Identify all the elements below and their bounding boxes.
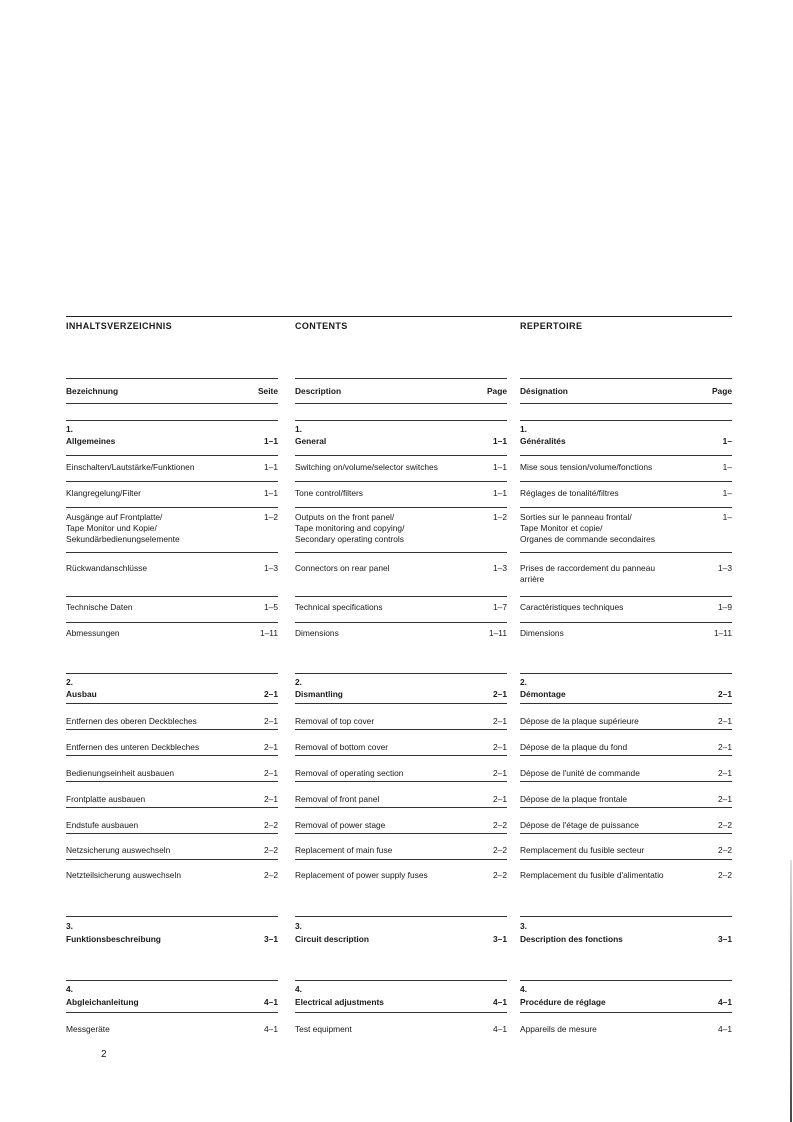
section-number: 2. bbox=[520, 677, 527, 687]
column-header-label: Description bbox=[295, 386, 342, 396]
item-rule bbox=[66, 781, 278, 782]
item-rule bbox=[66, 596, 278, 597]
toc-entry-page: 2–1 bbox=[264, 794, 278, 804]
section-title-page: 4–1 bbox=[493, 997, 507, 1007]
toc-entry-page: 1–3 bbox=[264, 563, 278, 573]
header-rule-bottom bbox=[295, 403, 507, 404]
section-title-page: 2–1 bbox=[264, 689, 278, 699]
item-rule bbox=[520, 833, 732, 834]
scan-edge bbox=[790, 860, 792, 1122]
item-rule bbox=[66, 481, 278, 482]
item-rule bbox=[66, 729, 278, 730]
toc-entry-page: 1–1 bbox=[264, 462, 278, 472]
toc-entry-page: 2–2 bbox=[264, 845, 278, 855]
toc-entry-page: 1–11 bbox=[488, 628, 507, 638]
column-header-page: Page bbox=[486, 386, 507, 396]
section-rule bbox=[520, 673, 732, 674]
column-header-label: Bezeichnung bbox=[66, 386, 119, 396]
section-number: 4. bbox=[295, 984, 302, 994]
section-title-label: Procédure de réglage bbox=[520, 997, 606, 1007]
header-rule-bottom bbox=[520, 403, 732, 404]
toc-entry-label: Removal of top cover bbox=[295, 716, 375, 726]
toc-entry-label: Dépose de la plaque du fond bbox=[520, 742, 628, 752]
item-rule bbox=[66, 755, 278, 756]
toc-entry-label: Remplacement du fusible secteur bbox=[520, 845, 645, 855]
section-rule bbox=[66, 980, 278, 981]
toc-entry-page: 1–11 bbox=[713, 628, 732, 638]
item-rule bbox=[295, 703, 507, 704]
section-title-label: Description des fonctions bbox=[520, 934, 623, 944]
section-rule bbox=[520, 420, 732, 421]
toc-entry-page: 2–2 bbox=[718, 845, 732, 855]
section-title-label: Circuit description bbox=[295, 934, 369, 944]
section-rule bbox=[520, 916, 732, 917]
toc-entry-label: Entfernen des oberen Deckbleches bbox=[66, 716, 197, 726]
page-number: 2 bbox=[101, 1049, 107, 1060]
toc-entry-label: Prises de raccordement du panneau arrière bbox=[520, 563, 656, 584]
section-number: 3. bbox=[520, 921, 527, 931]
column-title: INHALTSVERZEICHNIS bbox=[66, 321, 173, 331]
item-rule bbox=[520, 859, 732, 860]
toc-entry-page: 1–1 bbox=[493, 462, 507, 472]
toc-entry-label: Dépose de la plaque frontale bbox=[520, 794, 628, 804]
toc-entry-page: 4–1 bbox=[264, 1024, 278, 1034]
section-title-page: 2–1 bbox=[718, 689, 732, 699]
toc-entry-label: Netzsicherung auswechseln bbox=[66, 845, 171, 855]
toc-entry-page: 2–1 bbox=[264, 768, 278, 778]
section-number: 2. bbox=[66, 677, 73, 687]
toc-entry-page: 4–1 bbox=[493, 1024, 507, 1034]
item-rule bbox=[520, 781, 732, 782]
section-title-label: Abgleichanleitung bbox=[66, 997, 139, 1007]
toc-entry-page: 2–1 bbox=[718, 768, 732, 778]
toc-entry-label: Appareils de mesure bbox=[520, 1024, 597, 1034]
toc-entry-page: 1–2 bbox=[264, 512, 278, 522]
toc-entry-page: 2–1 bbox=[493, 742, 507, 752]
item-rule bbox=[295, 622, 507, 623]
toc-entry-label: Replacement of power supply fuses bbox=[295, 870, 428, 880]
toc-entry-label: Einschalten/Lautstärke/Funktionen bbox=[66, 462, 195, 472]
item-rule bbox=[520, 1012, 732, 1013]
item-rule bbox=[66, 703, 278, 704]
section-rule bbox=[66, 916, 278, 917]
toc-entry-page: 2–1 bbox=[493, 794, 507, 804]
toc-entry-page: 2–2 bbox=[493, 820, 507, 830]
item-rule bbox=[520, 552, 732, 553]
item-rule bbox=[295, 596, 507, 597]
toc-entry-page: 2–2 bbox=[264, 870, 278, 880]
item-rule bbox=[295, 859, 507, 860]
toc-entry-page: 1– bbox=[722, 488, 732, 498]
item-rule bbox=[66, 552, 278, 553]
section-title-page: 4–1 bbox=[264, 997, 278, 1007]
toc-entry-label: Abmessungen bbox=[66, 628, 120, 638]
section-rule bbox=[520, 980, 732, 981]
section-rule bbox=[295, 980, 507, 981]
toc-entry-label: Caractéristiques techniques bbox=[520, 602, 624, 612]
column-header-page: Page bbox=[711, 386, 732, 396]
section-title-page: 1–1 bbox=[264, 436, 278, 446]
toc-entry-page: 2–1 bbox=[493, 768, 507, 778]
toc-entry-label: Rückwandanschlüsse bbox=[66, 563, 148, 573]
item-rule bbox=[295, 755, 507, 756]
toc-entry-page: 2–2 bbox=[718, 870, 732, 880]
item-rule bbox=[66, 833, 278, 834]
toc-entry-label: Dépose de l'étage de puissance bbox=[520, 820, 639, 830]
item-rule bbox=[295, 552, 507, 553]
toc-entry-page: 1– bbox=[722, 512, 732, 522]
toc-entry-label: Removal of operating section bbox=[295, 768, 404, 778]
toc-entry-label: Endstufe ausbauen bbox=[66, 820, 139, 830]
toc-entry-label: Bedienungseinheit ausbauen bbox=[66, 768, 175, 778]
item-rule bbox=[520, 622, 732, 623]
item-rule bbox=[66, 622, 278, 623]
section-number: 1. bbox=[66, 424, 73, 434]
item-rule bbox=[520, 481, 732, 482]
section-title-label: Dismantling bbox=[295, 689, 343, 699]
toc-entry-label: Netzteilsicherung auswechseln bbox=[66, 870, 181, 880]
toc-entry-page: 1–1 bbox=[264, 488, 278, 498]
toc-entry-label: Klangregelung/Filter bbox=[66, 488, 141, 498]
item-rule bbox=[66, 807, 278, 808]
toc-entry-page: 1– bbox=[722, 462, 732, 472]
section-rule bbox=[295, 420, 507, 421]
section-number: 4. bbox=[520, 984, 527, 994]
section-title-label: Démontage bbox=[520, 689, 566, 699]
header-rule bbox=[520, 378, 732, 379]
item-rule bbox=[295, 455, 507, 456]
section-title-page: 3–1 bbox=[264, 934, 278, 944]
toc-entry-page: 2–1 bbox=[718, 794, 732, 804]
item-rule bbox=[295, 507, 507, 508]
item-rule bbox=[520, 703, 732, 704]
item-rule bbox=[295, 481, 507, 482]
item-rule bbox=[295, 781, 507, 782]
section-rule bbox=[295, 916, 507, 917]
item-rule bbox=[520, 507, 732, 508]
toc-entry-label: Technische Daten bbox=[66, 602, 133, 612]
item-rule bbox=[520, 729, 732, 730]
column-header-page: Seite bbox=[257, 386, 278, 396]
section-title-page: 4–1 bbox=[718, 997, 732, 1007]
toc-entry-label: Switching on/volume/selector switches bbox=[295, 462, 438, 472]
section-rule bbox=[295, 673, 507, 674]
toc-entry-label: Dimensions bbox=[520, 628, 564, 638]
toc-entry-page: 1–11 bbox=[259, 628, 278, 638]
item-rule bbox=[66, 455, 278, 456]
toc-entry-page: 1–3 bbox=[718, 563, 732, 573]
section-title-label: Ausbau bbox=[66, 689, 97, 699]
section-number: 2. bbox=[295, 677, 302, 687]
item-rule bbox=[295, 807, 507, 808]
toc-entry-label: Réglages de tonalité/filtres bbox=[520, 488, 619, 498]
toc-entry-label: Sorties sur le panneau frontal/ Tape Monitor et copie/ Organes de commande secondaires bbox=[520, 512, 656, 544]
toc-entry-label: Entfernen des unteren Deckbleches bbox=[66, 742, 200, 752]
item-rule bbox=[66, 859, 278, 860]
toc-entry-label: Replacement of main fuse bbox=[295, 845, 393, 855]
toc-entry-page: 2–1 bbox=[264, 716, 278, 726]
toc-entry-page: 2–2 bbox=[718, 820, 732, 830]
toc-entry-page: 2–2 bbox=[493, 870, 507, 880]
section-title-page: 3–1 bbox=[493, 934, 507, 944]
toc-entry-label: Mise sous tension/volume/fonctions bbox=[520, 462, 653, 472]
item-rule bbox=[295, 729, 507, 730]
toc-entry-page: 1–9 bbox=[718, 602, 732, 612]
section-title-label: Electrical adjustments bbox=[295, 997, 384, 1007]
column-title: REPERTOIRE bbox=[520, 321, 583, 331]
toc-entry-label: Outputs on the front panel/ Tape monitoring and copying/ Secondary operating controls bbox=[295, 512, 405, 544]
toc-entry-page: 1–5 bbox=[264, 602, 278, 612]
item-rule bbox=[520, 755, 732, 756]
section-title-label: Funktionsbeschreibung bbox=[66, 934, 161, 944]
toc-entry-label: Removal of bottom cover bbox=[295, 742, 389, 752]
section-title-label: General bbox=[295, 436, 327, 446]
column-header-label: Désignation bbox=[520, 386, 568, 396]
toc-entry-label: Dimensions bbox=[295, 628, 339, 638]
header-rule bbox=[295, 378, 507, 379]
section-title-page: 2–1 bbox=[493, 689, 507, 699]
toc-entry-label: Frontplatte ausbauen bbox=[66, 794, 146, 804]
item-rule bbox=[295, 833, 507, 834]
toc-entry-page: 2–1 bbox=[718, 742, 732, 752]
toc-entry-label: Dépose de la plaque supérieure bbox=[520, 716, 639, 726]
item-rule bbox=[295, 1012, 507, 1013]
top-rule bbox=[66, 316, 732, 317]
section-title-page: 3–1 bbox=[718, 934, 732, 944]
item-rule bbox=[520, 596, 732, 597]
toc-entry-label: Removal of power stage bbox=[295, 820, 386, 830]
section-number: 3. bbox=[66, 921, 73, 931]
toc-entry-label: Test equipment bbox=[295, 1024, 352, 1034]
toc-entry-page: 4–1 bbox=[718, 1024, 732, 1034]
toc-entry-page: 2–2 bbox=[264, 820, 278, 830]
section-number: 3. bbox=[295, 921, 302, 931]
section-title-label: Allgemeines bbox=[66, 436, 116, 446]
header-rule bbox=[66, 378, 278, 379]
toc-entry-label: Ausgänge auf Frontplatte/ Tape Monitor und Kopie/ Sekundärbedienungselemente bbox=[66, 512, 180, 544]
toc-entry-label: Remplacement du fusible d'alimentatio bbox=[520, 870, 664, 880]
item-rule bbox=[66, 1012, 278, 1013]
toc-entry-page: 1–3 bbox=[493, 563, 507, 573]
toc-entry-page: 1–1 bbox=[493, 488, 507, 498]
toc-entry-page: 2–1 bbox=[718, 716, 732, 726]
section-rule bbox=[66, 420, 278, 421]
item-rule bbox=[520, 455, 732, 456]
section-number: 1. bbox=[295, 424, 302, 434]
toc-entry-label: Technical specifications bbox=[295, 602, 383, 612]
toc-entry-page: 2–1 bbox=[493, 716, 507, 726]
toc-entry-page: 2–1 bbox=[264, 742, 278, 752]
toc-entry-page: 1–2 bbox=[493, 512, 507, 522]
column-title: CONTENTS bbox=[295, 321, 348, 331]
item-rule bbox=[66, 507, 278, 508]
section-title-label: Généralités bbox=[520, 436, 566, 446]
section-rule bbox=[66, 673, 278, 674]
toc-entry-label: Tone control/filters bbox=[295, 488, 363, 498]
header-rule-bottom bbox=[66, 403, 278, 404]
toc-entry-label: Removal of front panel bbox=[295, 794, 380, 804]
item-rule bbox=[520, 807, 732, 808]
toc-entry-page: 2–2 bbox=[493, 845, 507, 855]
section-number: 1. bbox=[520, 424, 527, 434]
section-title-page: 1–1 bbox=[493, 436, 507, 446]
section-number: 4. bbox=[66, 984, 73, 994]
toc-entry-label: Dépose de l'unité de commande bbox=[520, 768, 640, 778]
toc-entry-label: Messgeräte bbox=[66, 1024, 110, 1034]
toc-entry-label: Connectors on rear panel bbox=[295, 563, 390, 573]
section-title-page: 1– bbox=[722, 436, 732, 446]
toc-entry-page: 1–7 bbox=[493, 602, 507, 612]
